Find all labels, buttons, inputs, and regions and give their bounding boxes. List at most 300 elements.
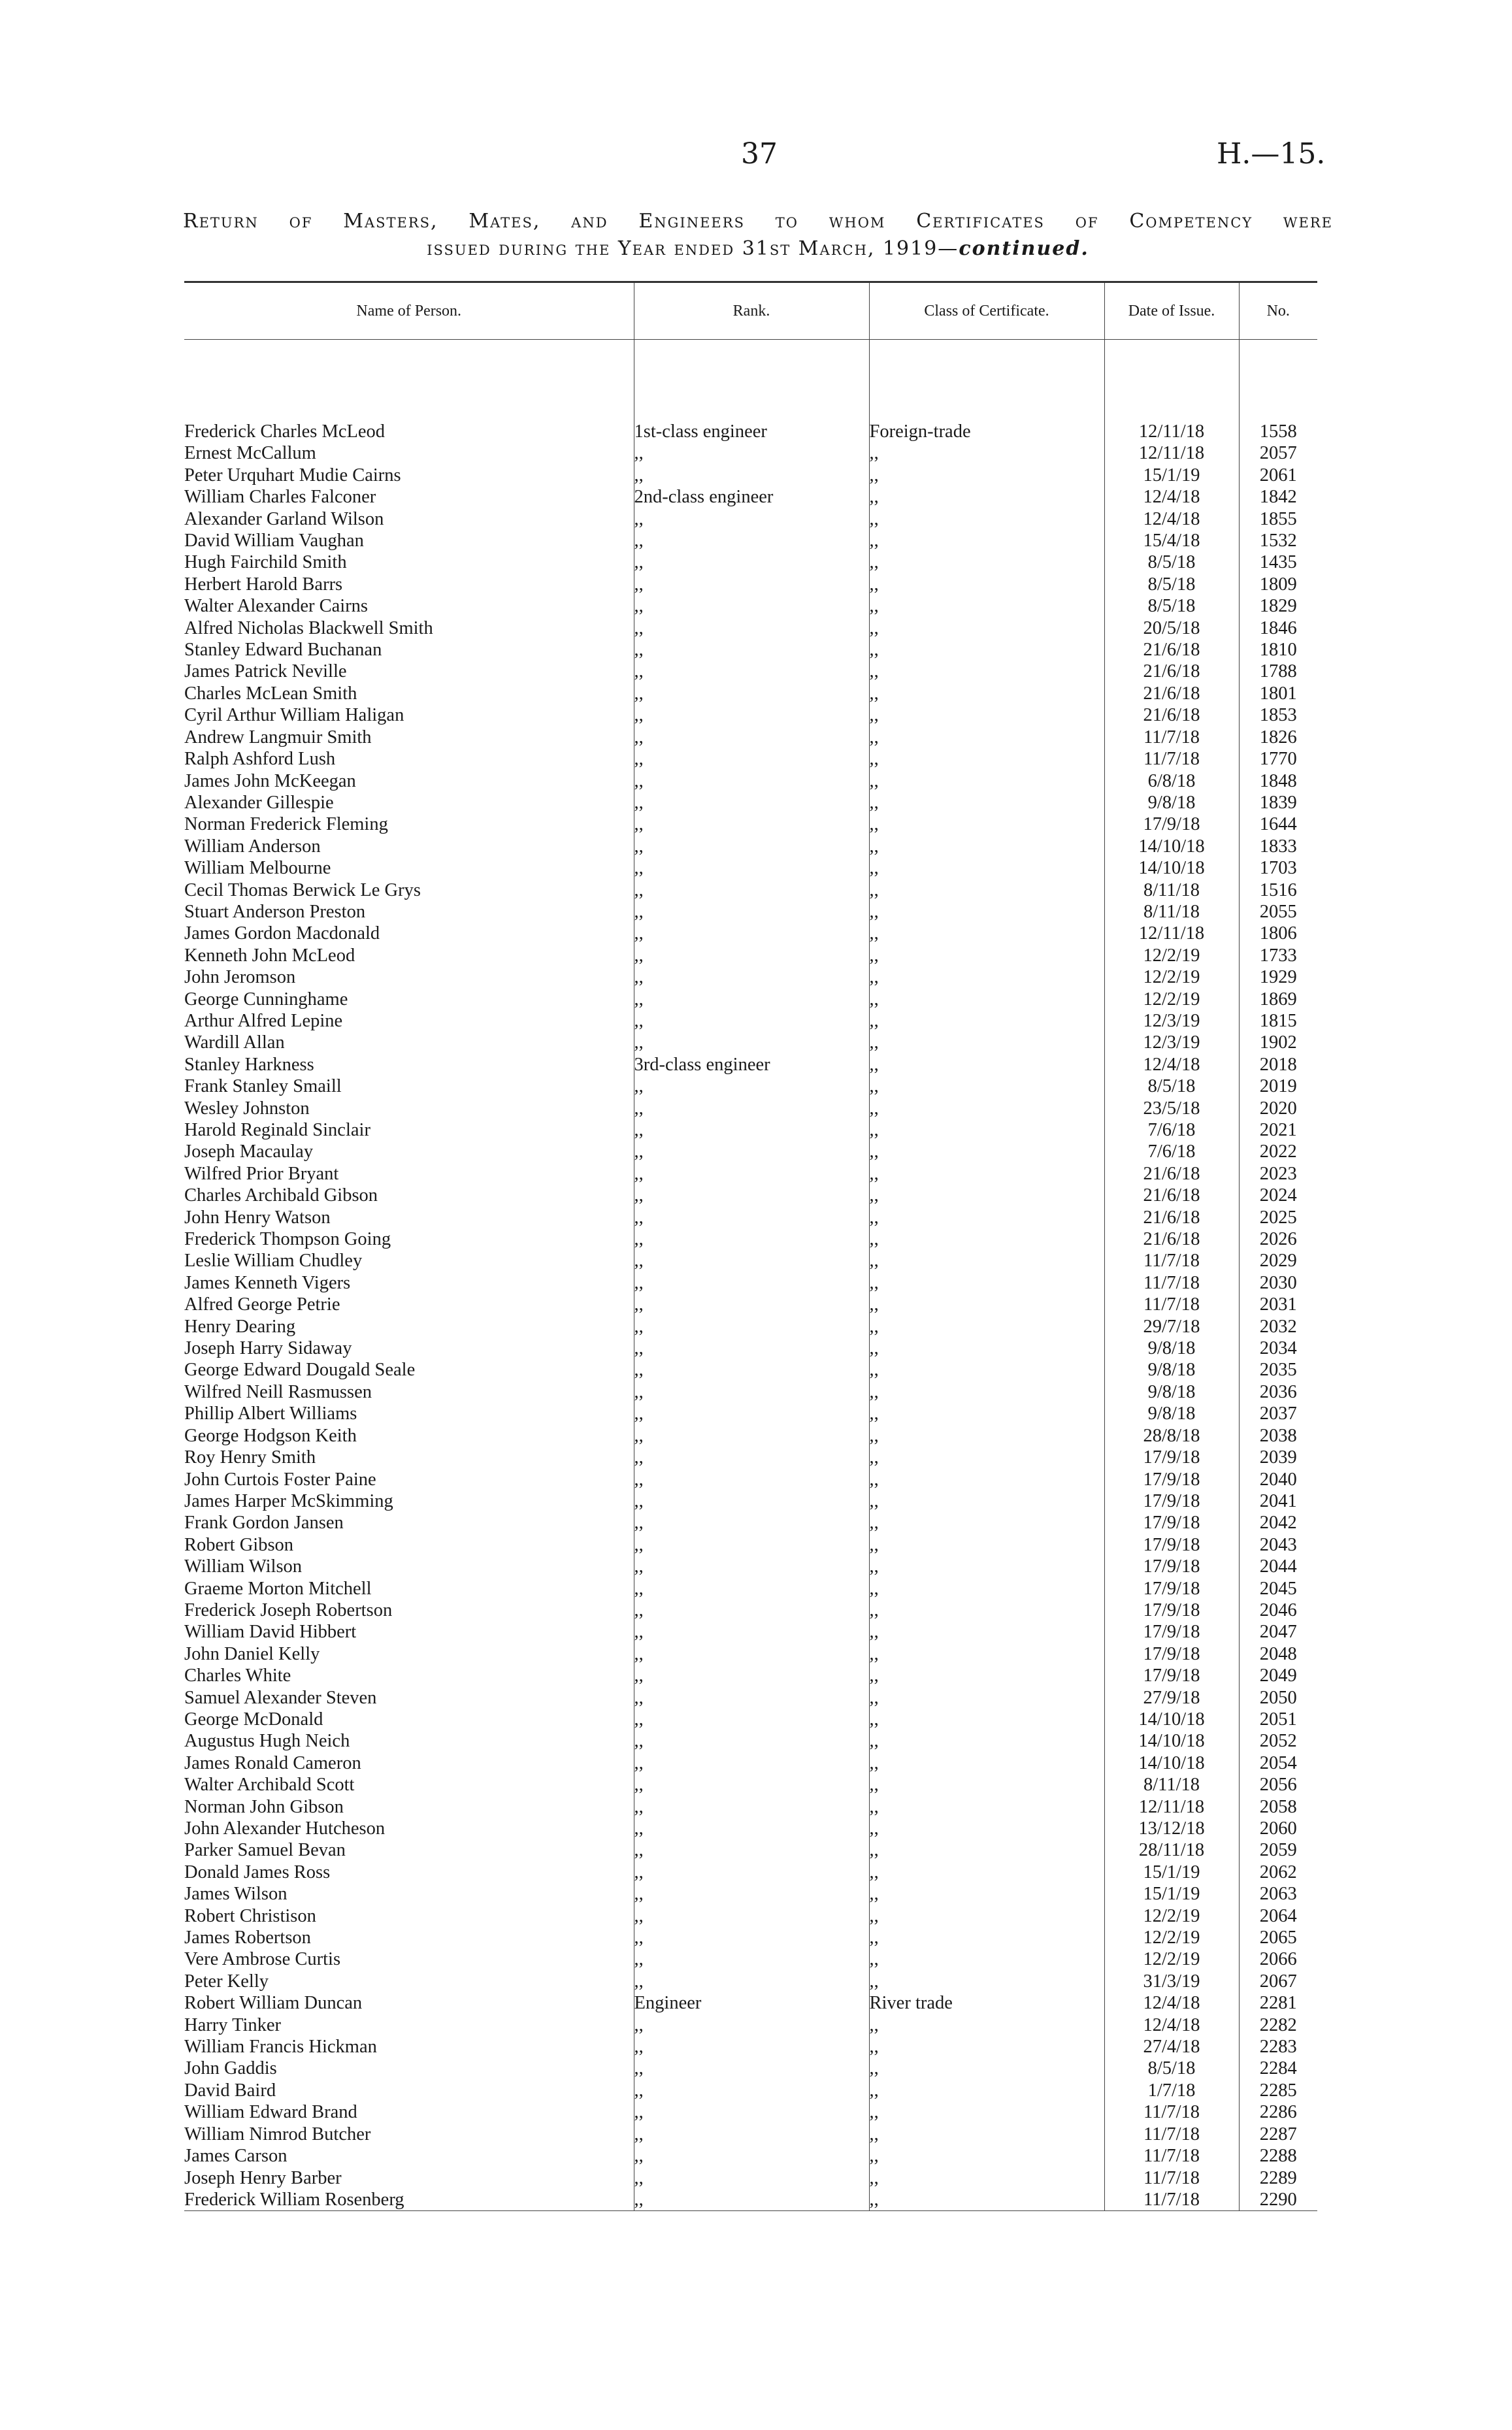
cell-rank: 1st-class engineer bbox=[634, 421, 869, 442]
cell-no: 2065 bbox=[1239, 1927, 1317, 1948]
cell-rank: ,, bbox=[634, 1207, 869, 1228]
cell-no: 2290 bbox=[1239, 2189, 1317, 2211]
cell-class: ,, bbox=[869, 1032, 1104, 1053]
cell-name: Robert Gibson bbox=[184, 1534, 294, 1555]
cell-name: Peter Kelly bbox=[184, 1971, 269, 1992]
cell-date: 17/9/18 bbox=[1104, 1469, 1239, 1490]
cell-date: 12/3/19 bbox=[1104, 1032, 1239, 1053]
cell-date: 9/8/18 bbox=[1104, 1359, 1239, 1381]
table-row bbox=[184, 1250, 1317, 1272]
cell-class: ,, bbox=[869, 683, 1104, 704]
cell-class: ,, bbox=[869, 1272, 1104, 1294]
table-row bbox=[184, 1752, 1317, 1774]
cell-rank: ,, bbox=[634, 2189, 869, 2211]
cell-rank: ,, bbox=[634, 1730, 869, 1752]
cell-name: Joseph Henry Barber bbox=[184, 2167, 342, 2188]
cell-name: Wilfred Neill Rasmussen bbox=[184, 1381, 372, 1402]
cell-date: 8/11/18 bbox=[1104, 1774, 1239, 1796]
cell-class: ,, bbox=[869, 1687, 1104, 1709]
cell-date: 21/6/18 bbox=[1104, 639, 1239, 661]
title-line-2-text: issued during the Year ended 31st March, 1919— bbox=[427, 237, 959, 260]
table-row bbox=[184, 1403, 1317, 1424]
cell-rank: 2nd-class engineer bbox=[634, 486, 869, 508]
cell-date: 14/10/18 bbox=[1104, 1730, 1239, 1752]
cell-name: James Carson bbox=[184, 2146, 288, 2167]
cell-date: 1/7/18 bbox=[1104, 2080, 1239, 2101]
cell-rank: ,, bbox=[634, 1185, 869, 1206]
title-line-2 bbox=[183, 235, 1333, 263]
cell-date: 12/2/19 bbox=[1104, 966, 1239, 988]
cell-date: 21/6/18 bbox=[1104, 1163, 1239, 1185]
cell-class: ,, bbox=[869, 1578, 1104, 1600]
cell-rank: ,, bbox=[634, 1338, 869, 1359]
cell-no: 1842 bbox=[1239, 486, 1317, 508]
cell-class: ,, bbox=[869, 966, 1104, 988]
cell-no: 2023 bbox=[1239, 1163, 1317, 1185]
cell-class: ,, bbox=[869, 748, 1104, 770]
cell-name: Ernest McCallum bbox=[184, 443, 316, 464]
cell-class: ,, bbox=[869, 1534, 1104, 1556]
cell-name: Andrew Langmuir Smith bbox=[184, 727, 372, 747]
cell-name: John Curtois Foster Paine bbox=[184, 1469, 376, 1490]
certificates-table bbox=[184, 281, 1317, 2211]
cell-date: 14/10/18 bbox=[1104, 1752, 1239, 1774]
cell-no: 1644 bbox=[1239, 813, 1317, 835]
cell-rank: ,, bbox=[634, 2167, 869, 2189]
cell-rank: ,, bbox=[634, 2014, 869, 2036]
cell-no: 2059 bbox=[1239, 1839, 1317, 1861]
table-header-row bbox=[184, 282, 1317, 340]
table-row bbox=[184, 1862, 1317, 1883]
cell-no: 2056 bbox=[1239, 1774, 1317, 1796]
cell-no: 2284 bbox=[1239, 2058, 1317, 2079]
cell-date: 8/5/18 bbox=[1104, 574, 1239, 595]
cell-no: 2037 bbox=[1239, 1403, 1317, 1424]
cell-name: James Harper McSkimming bbox=[184, 1490, 393, 1511]
cell-name: George McDonald bbox=[184, 1709, 323, 1730]
cell-name: Frederick Charles McLeod bbox=[184, 421, 386, 442]
cell-no: 1810 bbox=[1239, 639, 1317, 661]
cell-no: 2035 bbox=[1239, 1359, 1317, 1381]
cell-rank: ,, bbox=[634, 595, 869, 617]
cell-class: ,, bbox=[869, 1730, 1104, 1752]
cell-rank: ,, bbox=[634, 1469, 869, 1490]
cell-name: William Wilson bbox=[184, 1556, 303, 1577]
cell-rank: ,, bbox=[634, 966, 869, 988]
cell-name: George Hodgson Keith bbox=[184, 1425, 357, 1446]
cell-date: 17/9/18 bbox=[1104, 1578, 1239, 1600]
cell-no: 2064 bbox=[1239, 1905, 1317, 1927]
cell-no: 1826 bbox=[1239, 727, 1317, 748]
cell-no: 1815 bbox=[1239, 1010, 1317, 1032]
table-row bbox=[184, 1578, 1317, 1600]
table-row bbox=[184, 2080, 1317, 2101]
cell-rank: ,, bbox=[634, 1883, 869, 1905]
table-row bbox=[184, 551, 1317, 573]
table-row bbox=[184, 1818, 1317, 1839]
cell-rank: ,, bbox=[634, 1010, 869, 1032]
cell-name: Norman John Gibson bbox=[184, 1796, 344, 1817]
table-row bbox=[184, 748, 1317, 770]
cell-class: ,, bbox=[869, 879, 1104, 901]
cell-date: 11/7/18 bbox=[1104, 2124, 1239, 2145]
cell-no: 2054 bbox=[1239, 1752, 1317, 1774]
cell-date: 11/7/18 bbox=[1104, 2167, 1239, 2189]
cell-class: ,, bbox=[869, 2058, 1104, 2079]
cell-class: ,, bbox=[869, 1294, 1104, 1315]
cell-name: Graeme Morton Mitchell bbox=[184, 1578, 372, 1599]
cell-rank: ,, bbox=[634, 1272, 869, 1294]
cell-no: 2061 bbox=[1239, 465, 1317, 486]
cell-name: Stanley Harkness bbox=[184, 1054, 314, 1075]
cell-date: 11/7/18 bbox=[1104, 748, 1239, 770]
cell-rank: ,, bbox=[634, 1075, 869, 1097]
cell-class: ,, bbox=[869, 1250, 1104, 1272]
cell-date: 21/6/18 bbox=[1104, 704, 1239, 726]
cell-no: 1833 bbox=[1239, 836, 1317, 857]
cell-name: James Ronald Cameron bbox=[184, 1752, 361, 1773]
cell-class: ,, bbox=[869, 901, 1104, 923]
cell-class: ,, bbox=[869, 1862, 1104, 1883]
cell-date: 9/8/18 bbox=[1104, 1338, 1239, 1359]
col-header-class: Class of Certificate. bbox=[869, 282, 1104, 340]
cell-class: ,, bbox=[869, 1447, 1104, 1468]
cell-date: 7/6/18 bbox=[1104, 1119, 1239, 1141]
cell-date: 11/7/18 bbox=[1104, 2101, 1239, 2123]
table-row bbox=[184, 813, 1317, 835]
cell-date: 17/9/18 bbox=[1104, 1621, 1239, 1643]
cell-rank: ,, bbox=[634, 617, 869, 639]
table-row bbox=[184, 683, 1317, 704]
cell-rank: ,, bbox=[634, 1228, 869, 1250]
cell-name: Harold Reginald Sinclair bbox=[184, 1120, 370, 1140]
table-row bbox=[184, 617, 1317, 639]
cell-class: ,, bbox=[869, 836, 1104, 857]
cell-date: 21/6/18 bbox=[1104, 1207, 1239, 1228]
cell-rank: Engineer bbox=[634, 1992, 869, 2014]
cell-class: ,, bbox=[869, 639, 1104, 661]
table-row bbox=[184, 1010, 1317, 1032]
cell-class: ,, bbox=[869, 1207, 1104, 1228]
cell-date: 11/7/18 bbox=[1104, 2145, 1239, 2167]
table-row bbox=[184, 1556, 1317, 1577]
cell-name: Walter Alexander Cairns bbox=[184, 596, 369, 617]
cell-no: 2040 bbox=[1239, 1469, 1317, 1490]
cell-no: 1853 bbox=[1239, 704, 1317, 726]
cell-no: 2045 bbox=[1239, 1578, 1317, 1600]
cell-name: Herbert Harold Barrs bbox=[184, 574, 343, 595]
cell-date: 21/6/18 bbox=[1104, 661, 1239, 682]
cell-no: 2030 bbox=[1239, 1272, 1317, 1294]
cell-name: John Jeromson bbox=[184, 967, 296, 988]
cell-no: 1532 bbox=[1239, 530, 1317, 551]
cell-class: ,, bbox=[869, 1163, 1104, 1185]
cell-no: 2282 bbox=[1239, 2014, 1317, 2036]
table-row bbox=[184, 945, 1317, 966]
cell-date: 17/9/18 bbox=[1104, 1447, 1239, 1468]
table-row bbox=[184, 2124, 1317, 2145]
cell-rank: ,, bbox=[634, 661, 869, 682]
cell-class: ,, bbox=[869, 1185, 1104, 1206]
cell-no: 2043 bbox=[1239, 1534, 1317, 1556]
cell-rank: ,, bbox=[634, 465, 869, 486]
cell-date: 12/11/18 bbox=[1104, 1796, 1239, 1818]
cell-class: ,, bbox=[869, 1403, 1104, 1424]
cell-name: George Edward Dougald Seale bbox=[184, 1360, 416, 1381]
table-row bbox=[184, 989, 1317, 1010]
cell-rank: ,, bbox=[634, 792, 869, 813]
table-row bbox=[184, 1992, 1317, 2014]
cell-no: 2052 bbox=[1239, 1730, 1317, 1752]
cell-class: ,, bbox=[869, 1839, 1104, 1861]
cell-name: Wardill Allan bbox=[184, 1032, 285, 1053]
cell-no: 2285 bbox=[1239, 2080, 1317, 2101]
page-number: 37 bbox=[741, 137, 778, 171]
cell-class: Foreign-trade bbox=[869, 421, 1104, 442]
cell-name: George Cunninghame bbox=[184, 989, 348, 1010]
table-row bbox=[184, 1971, 1317, 1992]
col-header-no: No. bbox=[1239, 282, 1317, 340]
cell-class: ,, bbox=[869, 551, 1104, 573]
cell-class: ,, bbox=[869, 574, 1104, 595]
cell-class: ,, bbox=[869, 1621, 1104, 1643]
table-row bbox=[184, 1228, 1317, 1250]
cell-date: 17/9/18 bbox=[1104, 1600, 1239, 1621]
cell-no: 1902 bbox=[1239, 1032, 1317, 1053]
cell-rank: ,, bbox=[634, 879, 869, 901]
table-row bbox=[184, 1338, 1317, 1359]
cell-rank: ,, bbox=[634, 1643, 869, 1665]
table-row bbox=[184, 2058, 1317, 2079]
cell-date: 13/12/18 bbox=[1104, 1818, 1239, 1839]
cell-date: 12/4/18 bbox=[1104, 2014, 1239, 2036]
cell-name: John Gaddis bbox=[184, 2058, 277, 2079]
cell-rank: ,, bbox=[634, 1971, 869, 1992]
cell-date: 17/9/18 bbox=[1104, 1556, 1239, 1577]
cell-no: 1788 bbox=[1239, 661, 1317, 682]
table-spacer-row bbox=[184, 340, 1317, 421]
cell-no: 1855 bbox=[1239, 508, 1317, 530]
table-row bbox=[184, 704, 1317, 726]
cell-rank: ,, bbox=[634, 748, 869, 770]
document-reference: H.—15. bbox=[1217, 137, 1326, 171]
cell-no: 2024 bbox=[1239, 1185, 1317, 1206]
cell-no: 2062 bbox=[1239, 1862, 1317, 1883]
cell-date: 23/5/18 bbox=[1104, 1098, 1239, 1119]
table-row bbox=[184, 1054, 1317, 1075]
cell-name: Frederick William Rosenberg bbox=[184, 2189, 634, 2211]
cell-name: Charles McLean Smith bbox=[184, 683, 357, 704]
cell-class: ,, bbox=[869, 1883, 1104, 1905]
table-row bbox=[184, 465, 1317, 486]
cell-no: 2041 bbox=[1239, 1490, 1317, 1512]
cell-no: 1558 bbox=[1239, 421, 1317, 442]
cell-rank: ,, bbox=[634, 1098, 869, 1119]
cell-name: James John McKeegan bbox=[184, 770, 356, 791]
table-row bbox=[184, 442, 1317, 464]
cell-class: ,, bbox=[869, 1490, 1104, 1512]
cell-class: ,, bbox=[869, 1905, 1104, 1927]
table-row bbox=[184, 1883, 1317, 1905]
table-row bbox=[184, 857, 1317, 879]
cell-date: 12/11/18 bbox=[1104, 421, 1239, 442]
table-row bbox=[184, 1687, 1317, 1709]
cell-no: 1770 bbox=[1239, 748, 1317, 770]
cell-no: 2031 bbox=[1239, 1294, 1317, 1315]
cell-rank: ,, bbox=[634, 2036, 869, 2058]
cell-date: 11/7/18 bbox=[1104, 1294, 1239, 1315]
cell-name: James Gordon Macdonald bbox=[184, 923, 380, 944]
cell-class: ,, bbox=[869, 2080, 1104, 2101]
cell-rank: ,, bbox=[634, 1512, 869, 1534]
cell-date: 20/5/18 bbox=[1104, 617, 1239, 639]
cell-name: Frederick Joseph Robertson bbox=[184, 1600, 393, 1620]
cell-date: 8/11/18 bbox=[1104, 879, 1239, 901]
cell-rank: ,, bbox=[634, 639, 869, 661]
cell-class: ,, bbox=[869, 1927, 1104, 1948]
cell-class: ,, bbox=[869, 1316, 1104, 1338]
cell-no: 2025 bbox=[1239, 1207, 1317, 1228]
table-row bbox=[184, 1490, 1317, 1512]
cell-name: Joseph Harry Sidaway bbox=[184, 1338, 352, 1359]
cell-rank: ,, bbox=[634, 1774, 869, 1796]
cell-no: 2032 bbox=[1239, 1316, 1317, 1338]
table-row bbox=[184, 727, 1317, 748]
cell-name: Samuel Alexander Steven bbox=[184, 1687, 377, 1708]
cell-class: ,, bbox=[869, 1643, 1104, 1665]
cell-rank: ,, bbox=[634, 1578, 869, 1600]
cell-name: Vere Ambrose Curtis bbox=[184, 1949, 341, 1970]
table-row bbox=[184, 1905, 1317, 1927]
table-row bbox=[184, 1709, 1317, 1730]
cell-name: Charles Archibald Gibson bbox=[184, 1185, 378, 1206]
cell-name: John Daniel Kelly bbox=[184, 1643, 320, 1664]
table-row bbox=[184, 1098, 1317, 1119]
table-row bbox=[184, 421, 1317, 442]
cell-date: 17/9/18 bbox=[1104, 813, 1239, 835]
cell-class: ,, bbox=[869, 857, 1104, 879]
cell-rank: ,, bbox=[634, 1905, 869, 1927]
cell-no: 2018 bbox=[1239, 1054, 1317, 1075]
cell-date: 15/4/18 bbox=[1104, 530, 1239, 551]
cell-no: 2036 bbox=[1239, 1381, 1317, 1403]
cell-date: 8/11/18 bbox=[1104, 901, 1239, 923]
cell-rank: ,, bbox=[634, 770, 869, 792]
cell-class: ,, bbox=[869, 1338, 1104, 1359]
cell-class: ,, bbox=[869, 1381, 1104, 1403]
cell-rank: ,, bbox=[634, 1948, 869, 1970]
cell-no: 1516 bbox=[1239, 879, 1317, 901]
cell-class: ,, bbox=[869, 1228, 1104, 1250]
cell-date: 8/5/18 bbox=[1104, 2058, 1239, 2079]
cell-class: ,, bbox=[869, 923, 1104, 944]
cell-name: James Kenneth Vigers bbox=[184, 1272, 351, 1293]
cell-no: 2034 bbox=[1239, 1338, 1317, 1359]
cell-date: 17/9/18 bbox=[1104, 1512, 1239, 1534]
cell-date: 12/4/18 bbox=[1104, 1054, 1239, 1075]
cell-class: ,, bbox=[869, 2014, 1104, 2036]
cell-name: Hugh Fairchild Smith bbox=[184, 552, 347, 573]
cell-name: Augustus Hugh Neich bbox=[184, 1731, 350, 1752]
cell-date: 12/11/18 bbox=[1104, 923, 1239, 944]
cell-date: 9/8/18 bbox=[1104, 1403, 1239, 1424]
cell-class: ,, bbox=[869, 770, 1104, 792]
cell-no: 2026 bbox=[1239, 1228, 1317, 1250]
cell-rank: ,, bbox=[634, 2101, 869, 2123]
cell-name: Frank Gordon Jansen bbox=[184, 1513, 344, 1534]
cell-class: ,, bbox=[869, 2145, 1104, 2167]
cell-date: 12/4/18 bbox=[1104, 508, 1239, 530]
cell-no: 1869 bbox=[1239, 989, 1317, 1010]
col-header-name: Name of Person. bbox=[184, 282, 634, 340]
cell-class: ,, bbox=[869, 595, 1104, 617]
cell-date: 12/2/19 bbox=[1104, 1905, 1239, 1927]
cell-rank: ,, bbox=[634, 989, 869, 1010]
cell-date: 21/6/18 bbox=[1104, 1185, 1239, 1206]
table-row bbox=[184, 1774, 1317, 1796]
cell-rank: ,, bbox=[634, 836, 869, 857]
cell-name: Parker Samuel Bevan bbox=[184, 1840, 346, 1861]
cell-date: 15/1/19 bbox=[1104, 1862, 1239, 1883]
cell-rank: ,, bbox=[634, 2080, 869, 2101]
cell-class: ,, bbox=[869, 486, 1104, 508]
cell-no: 2021 bbox=[1239, 1119, 1317, 1141]
table-row bbox=[184, 1425, 1317, 1447]
cell-class: ,, bbox=[869, 1141, 1104, 1162]
cell-no: 1435 bbox=[1239, 551, 1317, 573]
cell-name: James Wilson bbox=[184, 1884, 288, 1905]
table-row bbox=[184, 1359, 1317, 1381]
cell-no: 2067 bbox=[1239, 1971, 1317, 1992]
cell-class: ,, bbox=[869, 617, 1104, 639]
title-continued: continued. bbox=[959, 237, 1089, 260]
cell-name: Henry Dearing bbox=[184, 1316, 296, 1337]
table-row bbox=[184, 1469, 1317, 1490]
cell-class: ,, bbox=[869, 1556, 1104, 1577]
cell-date: 29/7/18 bbox=[1104, 1316, 1239, 1338]
cell-rank: ,, bbox=[634, 945, 869, 966]
table-row bbox=[184, 1927, 1317, 1948]
document-title bbox=[183, 208, 1333, 263]
cell-date: 12/11/18 bbox=[1104, 442, 1239, 464]
cell-rank: ,, bbox=[634, 704, 869, 726]
cell-no: 2286 bbox=[1239, 2101, 1317, 2123]
cell-rank: ,, bbox=[634, 1687, 869, 1709]
cell-no: 2019 bbox=[1239, 1075, 1317, 1097]
cell-no: 2051 bbox=[1239, 1709, 1317, 1730]
cell-rank: ,, bbox=[634, 1818, 869, 1839]
cell-rank: ,, bbox=[634, 1294, 869, 1315]
cell-class: ,, bbox=[869, 1425, 1104, 1447]
cell-date: 9/8/18 bbox=[1104, 1381, 1239, 1403]
cell-name: Phillip Albert Williams bbox=[184, 1404, 357, 1424]
cell-rank: ,, bbox=[634, 2145, 869, 2167]
cell-class: ,, bbox=[869, 2036, 1104, 2058]
cell-date: 14/10/18 bbox=[1104, 857, 1239, 879]
cell-rank: ,, bbox=[634, 1359, 869, 1381]
cell-name: Donald James Ross bbox=[184, 1862, 331, 1882]
cell-no: 2047 bbox=[1239, 1621, 1317, 1643]
cell-name: Frederick Thompson Going bbox=[184, 1229, 391, 1250]
cell-name: Arthur Alfred Lepine bbox=[184, 1010, 343, 1031]
cell-class: ,, bbox=[869, 465, 1104, 486]
cell-rank: ,, bbox=[634, 2124, 869, 2145]
cell-rank: ,, bbox=[634, 1665, 869, 1686]
table-row bbox=[184, 836, 1317, 857]
cell-name: James Patrick Neville bbox=[184, 661, 347, 682]
cell-name: David Baird bbox=[184, 2080, 276, 2101]
cell-date: 17/9/18 bbox=[1104, 1665, 1239, 1686]
